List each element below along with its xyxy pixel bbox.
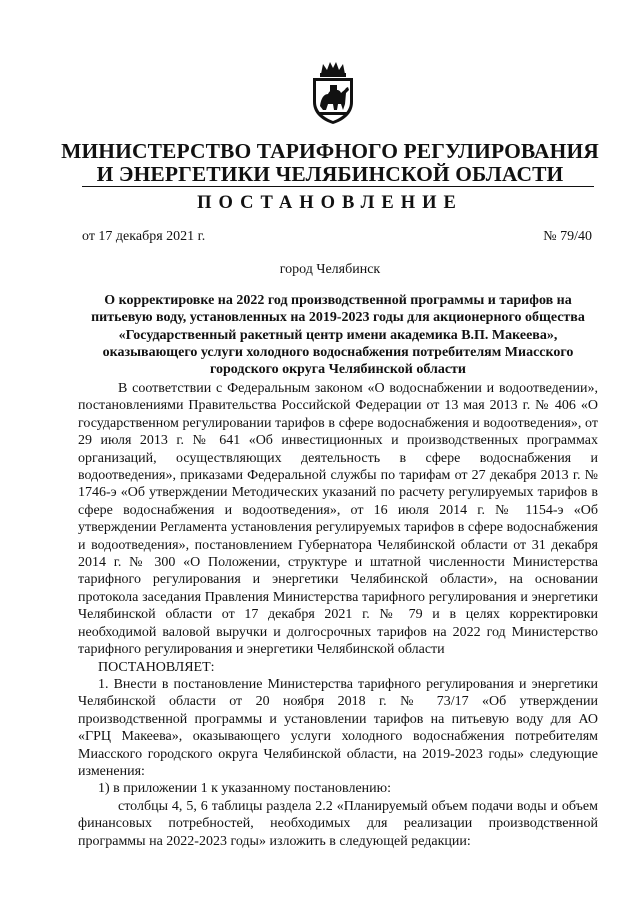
document-number: № 79/40 (543, 229, 592, 244)
item-1-paragraph: 1. Внести в постановление Министерства тарифного регулирования и энергетики Челябинской области от 20 ноября 2018 г. № 73/17 «Об утверждении производственной программы и установлении тарифов на питьевую воду для АО «ГРЦ Макеева», оказывающего услуги холодного водоснабжения потребителям Миасского городского округа Челябинской области, на 2019-2023 годы» следующие изменения: (78, 676, 598, 779)
document-date: от 17 декабря 2021 г. (82, 229, 206, 244)
header-divider (82, 186, 594, 187)
ministry-name-line2: И ЭНЕРГЕТИКИ ЧЕЛЯБИНСКОЙ ОБЛАСТИ (96, 162, 564, 186)
document-type: ПОСТАНОВЛЕНИЕ (197, 193, 463, 213)
coat-of-arms-icon (304, 60, 362, 126)
subitem-1-paragraph: 1) в приложении 1 к указанному постановлению: (98, 781, 392, 797)
subitem-1-text: столбцы 4, 5, 6 таблицы раздела 2.2 «Планируемый объем подачи воды и объем финансовых потребностей, необходимых для реализации производственной программы на 2022-2023 годы» изложить в следующей редакции: (78, 798, 598, 849)
decree-word: ПОСТАНОВЛЯЕТ: (98, 659, 215, 675)
preamble-paragraph: В соответствии с Федеральным законом «О водоснабжении и водоотведении», постановлениями Правительства Российской Федерации от 13 мая 2013 г. № 406 «О государственном регулировании тарифов в сфере водоснабжения и водоотведения», от 29 июля 2013 г. № 641 «Об инвестиционных и производственных программах организаций, осуществляющих деятельность в сфере водоснабжения и водоотведения», приказами Федеральной службы по тарифам от 27 декабря 2013 г. № 1746-э «Об утверждении Методических указаний по расчету регулируемых тарифов в сфере водоснабжения и водоотведения», от 16 июля 2014 г. № 1154-э «Об утверждении Регламента установления регулируемых тарифов в сфере водоснабжения и водоотведения», постановлением Губернатора Челябинской области от 31 декабря 2014 г. № 300 «О Положении, структуре и штатной численности Министерства тарифного регулирования и энергетики Челябинской области», на основании протокола заседания Правления Министерства тарифного регулирования и энергетики Челябинской области от 17 декабря 2021 г. № 79 и в целях корректировки необходимой валовой выручки и долгосрочных тарифов на 2022 год Министерство тарифного регулирования и энергетики Челябинской области (78, 381, 598, 658)
ministry-name-line1: МИНИСТЕРСТВО ТАРИФНОГО РЕГУЛИРОВАНИЯ (61, 139, 599, 163)
document-title: О корректировке на 2022 год производственной программы и тарифов на питьевую воду, установленных на 2019-2023 годы для акционерного общества «Государственный ракетный центр имени академика В.П. Макеева», оказывающего услуги холодного водоснабжения потребителям Миасского городского округа Челябинской области (91, 293, 585, 378)
document-city: город Челябинск (279, 262, 381, 277)
document-body (78, 380, 598, 850)
